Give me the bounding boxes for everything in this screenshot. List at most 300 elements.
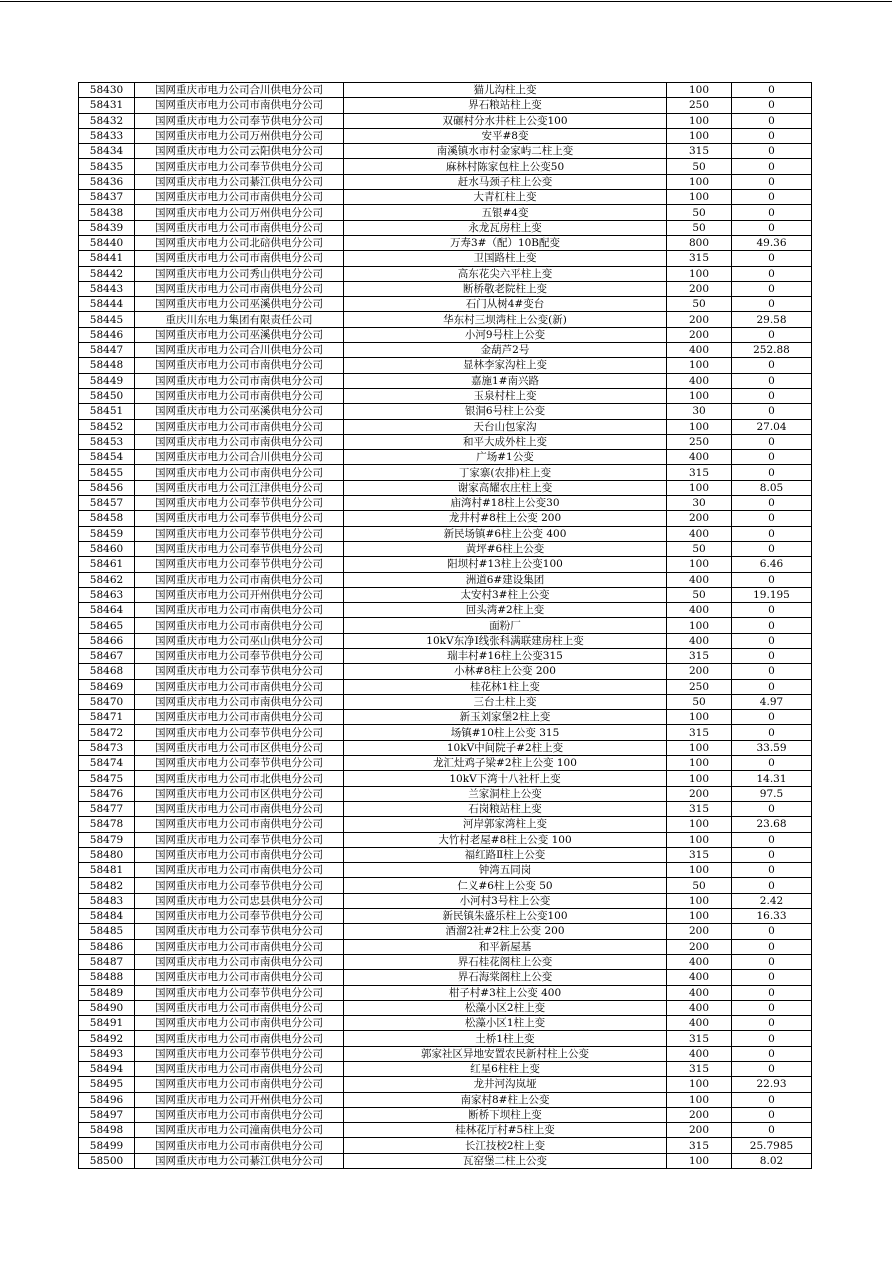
station-name-cell: 新玉刘家堡2柱上变 <box>344 710 667 725</box>
row-id-cell: 58435 <box>79 159 135 174</box>
row-id-cell: 58471 <box>79 710 135 725</box>
value-cell: 0 <box>732 1123 812 1138</box>
company-cell: 国网重庆市电力公司市南供电分公司 <box>135 863 344 878</box>
table-row <box>79 190 812 205</box>
table-row <box>79 1107 812 1122</box>
capacity-cell: 315 <box>667 1062 732 1077</box>
station-name-cell: 界石粮站柱上变 <box>344 98 667 113</box>
station-name-cell: 松藻小区1柱上变 <box>344 1016 667 1031</box>
station-name-cell: 和平新屋基 <box>344 939 667 954</box>
table-row <box>79 220 812 235</box>
table-row <box>79 511 812 526</box>
company-cell: 国网重庆市电力公司合川供电分公司 <box>135 450 344 465</box>
table-row <box>79 496 812 511</box>
company-cell: 国网重庆市电力公司市南供电分公司 <box>135 419 344 434</box>
row-id-cell: 58483 <box>79 893 135 908</box>
value-cell: 0 <box>732 83 812 98</box>
row-id-cell: 58480 <box>79 847 135 862</box>
table-row <box>79 618 812 633</box>
station-name-cell: 新民场镇#6柱上公变 400 <box>344 526 667 541</box>
value-cell: 97.5 <box>732 786 812 801</box>
capacity-cell: 250 <box>667 679 732 694</box>
table-row <box>79 832 812 847</box>
row-id-cell: 58444 <box>79 297 135 312</box>
table-row <box>79 98 812 113</box>
value-cell: 0 <box>732 648 812 663</box>
value-cell: 29.58 <box>732 312 812 327</box>
station-name-cell: 场镇#10柱上公变 315 <box>344 725 667 740</box>
station-name-cell: 玉泉村柱上变 <box>344 388 667 403</box>
table-row <box>79 159 812 174</box>
row-id-cell: 58463 <box>79 587 135 602</box>
station-name-cell: 双碾村分水井柱上公变100 <box>344 113 667 128</box>
capacity-cell: 315 <box>667 648 732 663</box>
value-cell: 0 <box>732 174 812 189</box>
table-row <box>79 1077 812 1092</box>
row-id-cell: 58464 <box>79 603 135 618</box>
value-cell: 22.93 <box>732 1077 812 1092</box>
station-name-cell: 万寿3#（配）10B配变 <box>344 235 667 250</box>
company-cell: 国网重庆市电力公司市区供电分公司 <box>135 786 344 801</box>
table-row <box>79 603 812 618</box>
table-row <box>79 786 812 801</box>
capacity-cell: 315 <box>667 1031 732 1046</box>
table-row <box>79 863 812 878</box>
value-cell: 0 <box>732 541 812 556</box>
capacity-cell: 100 <box>667 893 732 908</box>
station-name-cell: 赶水马颈子柱上公变 <box>344 174 667 189</box>
table-row <box>79 633 812 648</box>
company-cell: 国网重庆市电力公司市南供电分公司 <box>135 847 344 862</box>
station-name-cell: 南溪镇水市村金家屿二柱上变 <box>344 144 667 159</box>
value-cell: 0 <box>732 113 812 128</box>
row-id-cell: 58431 <box>79 98 135 113</box>
value-cell: 0 <box>732 970 812 985</box>
table-row <box>79 557 812 572</box>
row-id-cell: 58457 <box>79 496 135 511</box>
value-cell: 0 <box>732 404 812 419</box>
capacity-cell: 315 <box>667 801 732 816</box>
row-id-cell: 58496 <box>79 1092 135 1107</box>
row-id-cell: 58451 <box>79 404 135 419</box>
station-name-cell: 三台土柱上变 <box>344 694 667 709</box>
company-cell: 国网重庆市电力公司云阳供电分公司 <box>135 144 344 159</box>
capacity-cell: 100 <box>667 1092 732 1107</box>
row-id-cell: 58452 <box>79 419 135 434</box>
row-id-cell: 58446 <box>79 327 135 342</box>
station-name-cell: 谢家高耀农庄柱上变 <box>344 480 667 495</box>
station-name-cell: 金葫芦2号 <box>344 343 667 358</box>
value-cell: 0 <box>732 664 812 679</box>
capacity-cell: 30 <box>667 496 732 511</box>
row-id-cell: 58497 <box>79 1107 135 1122</box>
station-name-cell: 高东花尖六平柱上变 <box>344 266 667 281</box>
capacity-cell: 400 <box>667 1000 732 1015</box>
station-name-cell: 桂林花厅村#5柱上变 <box>344 1123 667 1138</box>
capacity-cell: 800 <box>667 235 732 250</box>
value-cell: 0 <box>732 633 812 648</box>
capacity-cell: 400 <box>667 450 732 465</box>
row-id-cell: 58443 <box>79 281 135 296</box>
table-row <box>79 694 812 709</box>
capacity-cell: 400 <box>667 1016 732 1031</box>
row-id-cell: 58453 <box>79 434 135 449</box>
value-cell: 0 <box>732 327 812 342</box>
capacity-cell: 400 <box>667 1046 732 1061</box>
value-cell: 16.33 <box>732 909 812 924</box>
capacity-cell: 100 <box>667 83 732 98</box>
company-cell: 国网重庆市电力公司奉节供电分公司 <box>135 557 344 572</box>
value-cell: 0 <box>732 388 812 403</box>
value-cell: 0 <box>732 496 812 511</box>
station-name-cell: 大青杠柱上变 <box>344 190 667 205</box>
capacity-cell: 200 <box>667 924 732 939</box>
company-cell: 国网重庆市电力公司市南供电分公司 <box>135 1077 344 1092</box>
company-cell: 国网重庆市电力公司市南供电分公司 <box>135 679 344 694</box>
row-id-cell: 58438 <box>79 205 135 220</box>
table-row <box>79 419 812 434</box>
row-id-cell: 58449 <box>79 373 135 388</box>
station-name-cell: 红星6柱柱上变 <box>344 1062 667 1077</box>
company-cell: 国网重庆市电力公司市南供电分公司 <box>135 220 344 235</box>
station-name-cell: 瑞丰村#16柱上公变315 <box>344 648 667 663</box>
value-cell: 0 <box>732 1000 812 1015</box>
row-id-cell: 58458 <box>79 511 135 526</box>
table-row <box>79 358 812 373</box>
value-cell: 0 <box>732 924 812 939</box>
company-cell: 国网重庆市电力公司奉节供电分公司 <box>135 664 344 679</box>
company-cell: 国网重庆市电力公司市南供电分公司 <box>135 572 344 587</box>
station-name-cell: 回头湾#2柱上变 <box>344 603 667 618</box>
table-row <box>79 450 812 465</box>
capacity-cell: 200 <box>667 1107 732 1122</box>
table-row <box>79 83 812 98</box>
value-cell: 0 <box>732 572 812 587</box>
table-body <box>79 83 812 1169</box>
value-cell: 0 <box>732 251 812 266</box>
table-row <box>79 954 812 969</box>
station-name-cell: 10kV下湾十八社杆上变 <box>344 771 667 786</box>
station-name-cell: 福红路Ⅱ柱上公变 <box>344 847 667 862</box>
value-cell: 23.68 <box>732 817 812 832</box>
capacity-cell: 100 <box>667 419 732 434</box>
station-name-cell: 天台山包家沟 <box>344 419 667 434</box>
station-name-cell: 麻林村陈家包柱上公变50 <box>344 159 667 174</box>
capacity-cell: 100 <box>667 480 732 495</box>
company-cell: 国网重庆市电力公司奉节供电分公司 <box>135 511 344 526</box>
table-row <box>79 572 812 587</box>
capacity-cell: 400 <box>667 526 732 541</box>
capacity-cell: 315 <box>667 465 732 480</box>
value-cell: 0 <box>732 801 812 816</box>
company-cell: 国网重庆市电力公司綦江供电分公司 <box>135 1153 344 1168</box>
station-name-cell: 龙井村#8柱上公变 200 <box>344 511 667 526</box>
row-id-cell: 58481 <box>79 863 135 878</box>
value-cell: 0 <box>732 358 812 373</box>
company-cell: 国网重庆市电力公司奉节供电分公司 <box>135 1046 344 1061</box>
company-cell: 国网重庆市电力公司市南供电分公司 <box>135 694 344 709</box>
company-cell: 国网重庆市电力公司市南供电分公司 <box>135 710 344 725</box>
station-name-cell: 猫儿沟柱上变 <box>344 83 667 98</box>
company-cell: 国网重庆市电力公司奉节供电分公司 <box>135 985 344 1000</box>
row-id-cell: 58500 <box>79 1153 135 1168</box>
table-row <box>79 710 812 725</box>
table-row <box>79 1046 812 1061</box>
station-name-cell: 界石桂花阁柱上公变 <box>344 954 667 969</box>
value-cell: 6.46 <box>732 557 812 572</box>
table-row <box>79 1092 812 1107</box>
table-row <box>79 847 812 862</box>
capacity-cell: 50 <box>667 297 732 312</box>
company-cell: 国网重庆市电力公司巫山供电分公司 <box>135 633 344 648</box>
company-cell: 国网重庆市电力公司奉节供电分公司 <box>135 526 344 541</box>
value-cell: 0 <box>732 954 812 969</box>
company-cell: 国网重庆市电力公司市南供电分公司 <box>135 388 344 403</box>
capacity-cell: 315 <box>667 144 732 159</box>
row-id-cell: 58441 <box>79 251 135 266</box>
row-id-cell: 58478 <box>79 817 135 832</box>
row-id-cell: 58461 <box>79 557 135 572</box>
value-cell: 0 <box>732 190 812 205</box>
station-name-cell: 长江技校2柱上变 <box>344 1138 667 1153</box>
table-row <box>79 388 812 403</box>
value-cell: 4.97 <box>732 694 812 709</box>
table-row <box>79 373 812 388</box>
table-row <box>79 985 812 1000</box>
row-id-cell: 58433 <box>79 128 135 143</box>
capacity-cell: 400 <box>667 985 732 1000</box>
capacity-cell: 200 <box>667 939 732 954</box>
row-id-cell: 58468 <box>79 664 135 679</box>
table-row <box>79 1062 812 1077</box>
value-cell: 0 <box>732 281 812 296</box>
row-id-cell: 58472 <box>79 725 135 740</box>
row-id-cell: 58442 <box>79 266 135 281</box>
capacity-cell: 315 <box>667 1138 732 1153</box>
value-cell: 0 <box>732 205 812 220</box>
capacity-cell: 100 <box>667 174 732 189</box>
capacity-cell: 50 <box>667 587 732 602</box>
company-cell: 国网重庆市电力公司奉节供电分公司 <box>135 924 344 939</box>
station-name-cell: 面粉厂 <box>344 618 667 633</box>
row-id-cell: 58439 <box>79 220 135 235</box>
company-cell: 国网重庆市电力公司市南供电分公司 <box>135 1062 344 1077</box>
company-cell: 国网重庆市电力公司市南供电分公司 <box>135 1016 344 1031</box>
station-name-cell: 龙汇灶鸡子梁#2柱上公变 100 <box>344 756 667 771</box>
capacity-cell: 100 <box>667 266 732 281</box>
row-id-cell: 58487 <box>79 954 135 969</box>
company-cell: 国网重庆市电力公司市南供电分公司 <box>135 1138 344 1153</box>
row-id-cell: 58430 <box>79 83 135 98</box>
station-name-cell: 庙湾村#18柱上公变30 <box>344 496 667 511</box>
company-cell: 国网重庆市电力公司市南供电分公司 <box>135 373 344 388</box>
table-row <box>79 679 812 694</box>
station-name-cell: 永龙瓦房柱上变 <box>344 220 667 235</box>
value-cell: 0 <box>732 373 812 388</box>
value-cell: 2.42 <box>732 893 812 908</box>
station-name-cell: 柑子村#3柱上公变 400 <box>344 985 667 1000</box>
row-id-cell: 58455 <box>79 465 135 480</box>
capacity-cell: 200 <box>667 1123 732 1138</box>
value-cell: 49.36 <box>732 235 812 250</box>
table-row <box>79 434 812 449</box>
capacity-cell: 400 <box>667 373 732 388</box>
row-id-cell: 58469 <box>79 679 135 694</box>
value-cell: 0 <box>732 710 812 725</box>
table-row <box>79 1016 812 1031</box>
capacity-cell: 250 <box>667 98 732 113</box>
table-row <box>79 1031 812 1046</box>
row-id-cell: 58462 <box>79 572 135 587</box>
company-cell: 国网重庆市电力公司奉节供电分公司 <box>135 648 344 663</box>
station-name-cell: 瓦窑堡二柱上公变 <box>344 1153 667 1168</box>
row-id-cell: 58488 <box>79 970 135 985</box>
row-id-cell: 58495 <box>79 1077 135 1092</box>
value-cell: 14.31 <box>732 771 812 786</box>
station-name-cell: 石门从树4#变台 <box>344 297 667 312</box>
table-row <box>79 343 812 358</box>
table-row <box>79 144 812 159</box>
row-id-cell: 58436 <box>79 174 135 189</box>
value-cell: 0 <box>732 1107 812 1122</box>
value-cell: 252.88 <box>732 343 812 358</box>
company-cell: 国网重庆市电力公司秀山供电分公司 <box>135 266 344 281</box>
company-cell: 重庆川东电力集团有限责任公司 <box>135 312 344 327</box>
row-id-cell: 58465 <box>79 618 135 633</box>
company-cell: 国网重庆市电力公司市南供电分公司 <box>135 1107 344 1122</box>
capacity-cell: 400 <box>667 970 732 985</box>
company-cell: 国网重庆市电力公司万州供电分公司 <box>135 128 344 143</box>
capacity-cell: 315 <box>667 847 732 862</box>
table-row <box>79 205 812 220</box>
row-id-cell: 58432 <box>79 113 135 128</box>
capacity-cell: 400 <box>667 603 732 618</box>
value-cell: 0 <box>732 159 812 174</box>
capacity-cell: 50 <box>667 541 732 556</box>
row-id-cell: 58482 <box>79 878 135 893</box>
row-id-cell: 58499 <box>79 1138 135 1153</box>
company-cell: 国网重庆市电力公司市南供电分公司 <box>135 939 344 954</box>
station-name-cell: 断桥下坝柱上变 <box>344 1107 667 1122</box>
table-row <box>79 878 812 893</box>
company-cell: 国网重庆市电力公司市南供电分公司 <box>135 970 344 985</box>
value-cell: 0 <box>732 1092 812 1107</box>
company-cell: 国网重庆市电力公司奉节供电分公司 <box>135 878 344 893</box>
table-row <box>79 281 812 296</box>
table-row <box>79 648 812 663</box>
company-cell: 国网重庆市电力公司巫溪供电分公司 <box>135 327 344 342</box>
company-cell: 国网重庆市电力公司北碚供电分公司 <box>135 235 344 250</box>
value-cell: 0 <box>732 266 812 281</box>
capacity-cell: 50 <box>667 205 732 220</box>
table-row <box>79 1123 812 1138</box>
capacity-cell: 315 <box>667 251 732 266</box>
capacity-cell: 100 <box>667 756 732 771</box>
table-row <box>79 327 812 342</box>
row-id-cell: 58448 <box>79 358 135 373</box>
station-name-cell: 丁家寨(农排)柱上变 <box>344 465 667 480</box>
company-cell: 国网重庆市电力公司市南供电分公司 <box>135 251 344 266</box>
capacity-cell: 315 <box>667 725 732 740</box>
row-id-cell: 58466 <box>79 633 135 648</box>
capacity-cell: 100 <box>667 817 732 832</box>
station-name-cell: 银洞6号柱上公变 <box>344 404 667 419</box>
value-cell: 0 <box>732 465 812 480</box>
value-cell: 8.02 <box>732 1153 812 1168</box>
row-id-cell: 58450 <box>79 388 135 403</box>
value-cell: 0 <box>732 297 812 312</box>
company-cell: 国网重庆市电力公司市南供电分公司 <box>135 1031 344 1046</box>
station-name-cell: 钟湾五同岗 <box>344 863 667 878</box>
table-row <box>79 266 812 281</box>
station-name-cell: 显林李家沟柱上变 <box>344 358 667 373</box>
value-cell: 0 <box>732 511 812 526</box>
row-id-cell: 58447 <box>79 343 135 358</box>
table-row <box>79 756 812 771</box>
capacity-cell: 400 <box>667 954 732 969</box>
capacity-cell: 100 <box>667 1153 732 1168</box>
company-cell: 国网重庆市电力公司奉节供电分公司 <box>135 832 344 847</box>
value-cell: 0 <box>732 863 812 878</box>
row-id-cell: 58485 <box>79 924 135 939</box>
value-cell: 0 <box>732 832 812 847</box>
capacity-cell: 100 <box>667 618 732 633</box>
company-cell: 国网重庆市电力公司市南供电分公司 <box>135 801 344 816</box>
capacity-cell: 100 <box>667 358 732 373</box>
row-id-cell: 58474 <box>79 756 135 771</box>
company-cell: 国网重庆市电力公司奉节供电分公司 <box>135 756 344 771</box>
capacity-cell: 50 <box>667 220 732 235</box>
station-name-cell: 安平#8变 <box>344 128 667 143</box>
value-cell: 0 <box>732 98 812 113</box>
table-row <box>79 817 812 832</box>
company-cell: 国网重庆市电力公司奉节供电分公司 <box>135 159 344 174</box>
row-id-cell: 58467 <box>79 648 135 663</box>
row-id-cell: 58456 <box>79 480 135 495</box>
value-cell: 0 <box>732 1046 812 1061</box>
row-id-cell: 58459 <box>79 526 135 541</box>
row-id-cell: 58454 <box>79 450 135 465</box>
value-cell: 0 <box>732 725 812 740</box>
company-cell: 国网重庆市电力公司市南供电分公司 <box>135 817 344 832</box>
table-row <box>79 174 812 189</box>
capacity-cell: 100 <box>667 557 732 572</box>
capacity-cell: 100 <box>667 388 732 403</box>
row-id-cell: 58493 <box>79 1046 135 1061</box>
value-cell: 19.195 <box>732 587 812 602</box>
value-cell: 0 <box>732 526 812 541</box>
capacity-cell: 100 <box>667 1077 732 1092</box>
station-name-cell: 河岸郭家湾柱上变 <box>344 817 667 832</box>
station-name-cell: 断桥敬老院柱上变 <box>344 281 667 296</box>
row-id-cell: 58494 <box>79 1062 135 1077</box>
company-cell: 国网重庆市电力公司万州供电分公司 <box>135 205 344 220</box>
value-cell: 27.04 <box>732 419 812 434</box>
value-cell: 0 <box>732 144 812 159</box>
station-name-cell: 龙井河沟岚垭 <box>344 1077 667 1092</box>
station-name-cell: 大竹村老屋#8柱上公变 100 <box>344 832 667 847</box>
company-cell: 国网重庆市电力公司奉节供电分公司 <box>135 113 344 128</box>
station-name-cell: 桂花林1柱上变 <box>344 679 667 694</box>
table-row <box>79 526 812 541</box>
value-cell: 0 <box>732 847 812 862</box>
station-name-cell: 南家村8#柱上公变 <box>344 1092 667 1107</box>
station-name-cell: 酒溜2社#2柱上公变 200 <box>344 924 667 939</box>
station-name-cell: 土桥1柱上变 <box>344 1031 667 1046</box>
company-cell: 国网重庆市电力公司奉节供电分公司 <box>135 909 344 924</box>
company-cell: 国网重庆市电力公司巫溪供电分公司 <box>135 297 344 312</box>
value-cell: 0 <box>732 220 812 235</box>
